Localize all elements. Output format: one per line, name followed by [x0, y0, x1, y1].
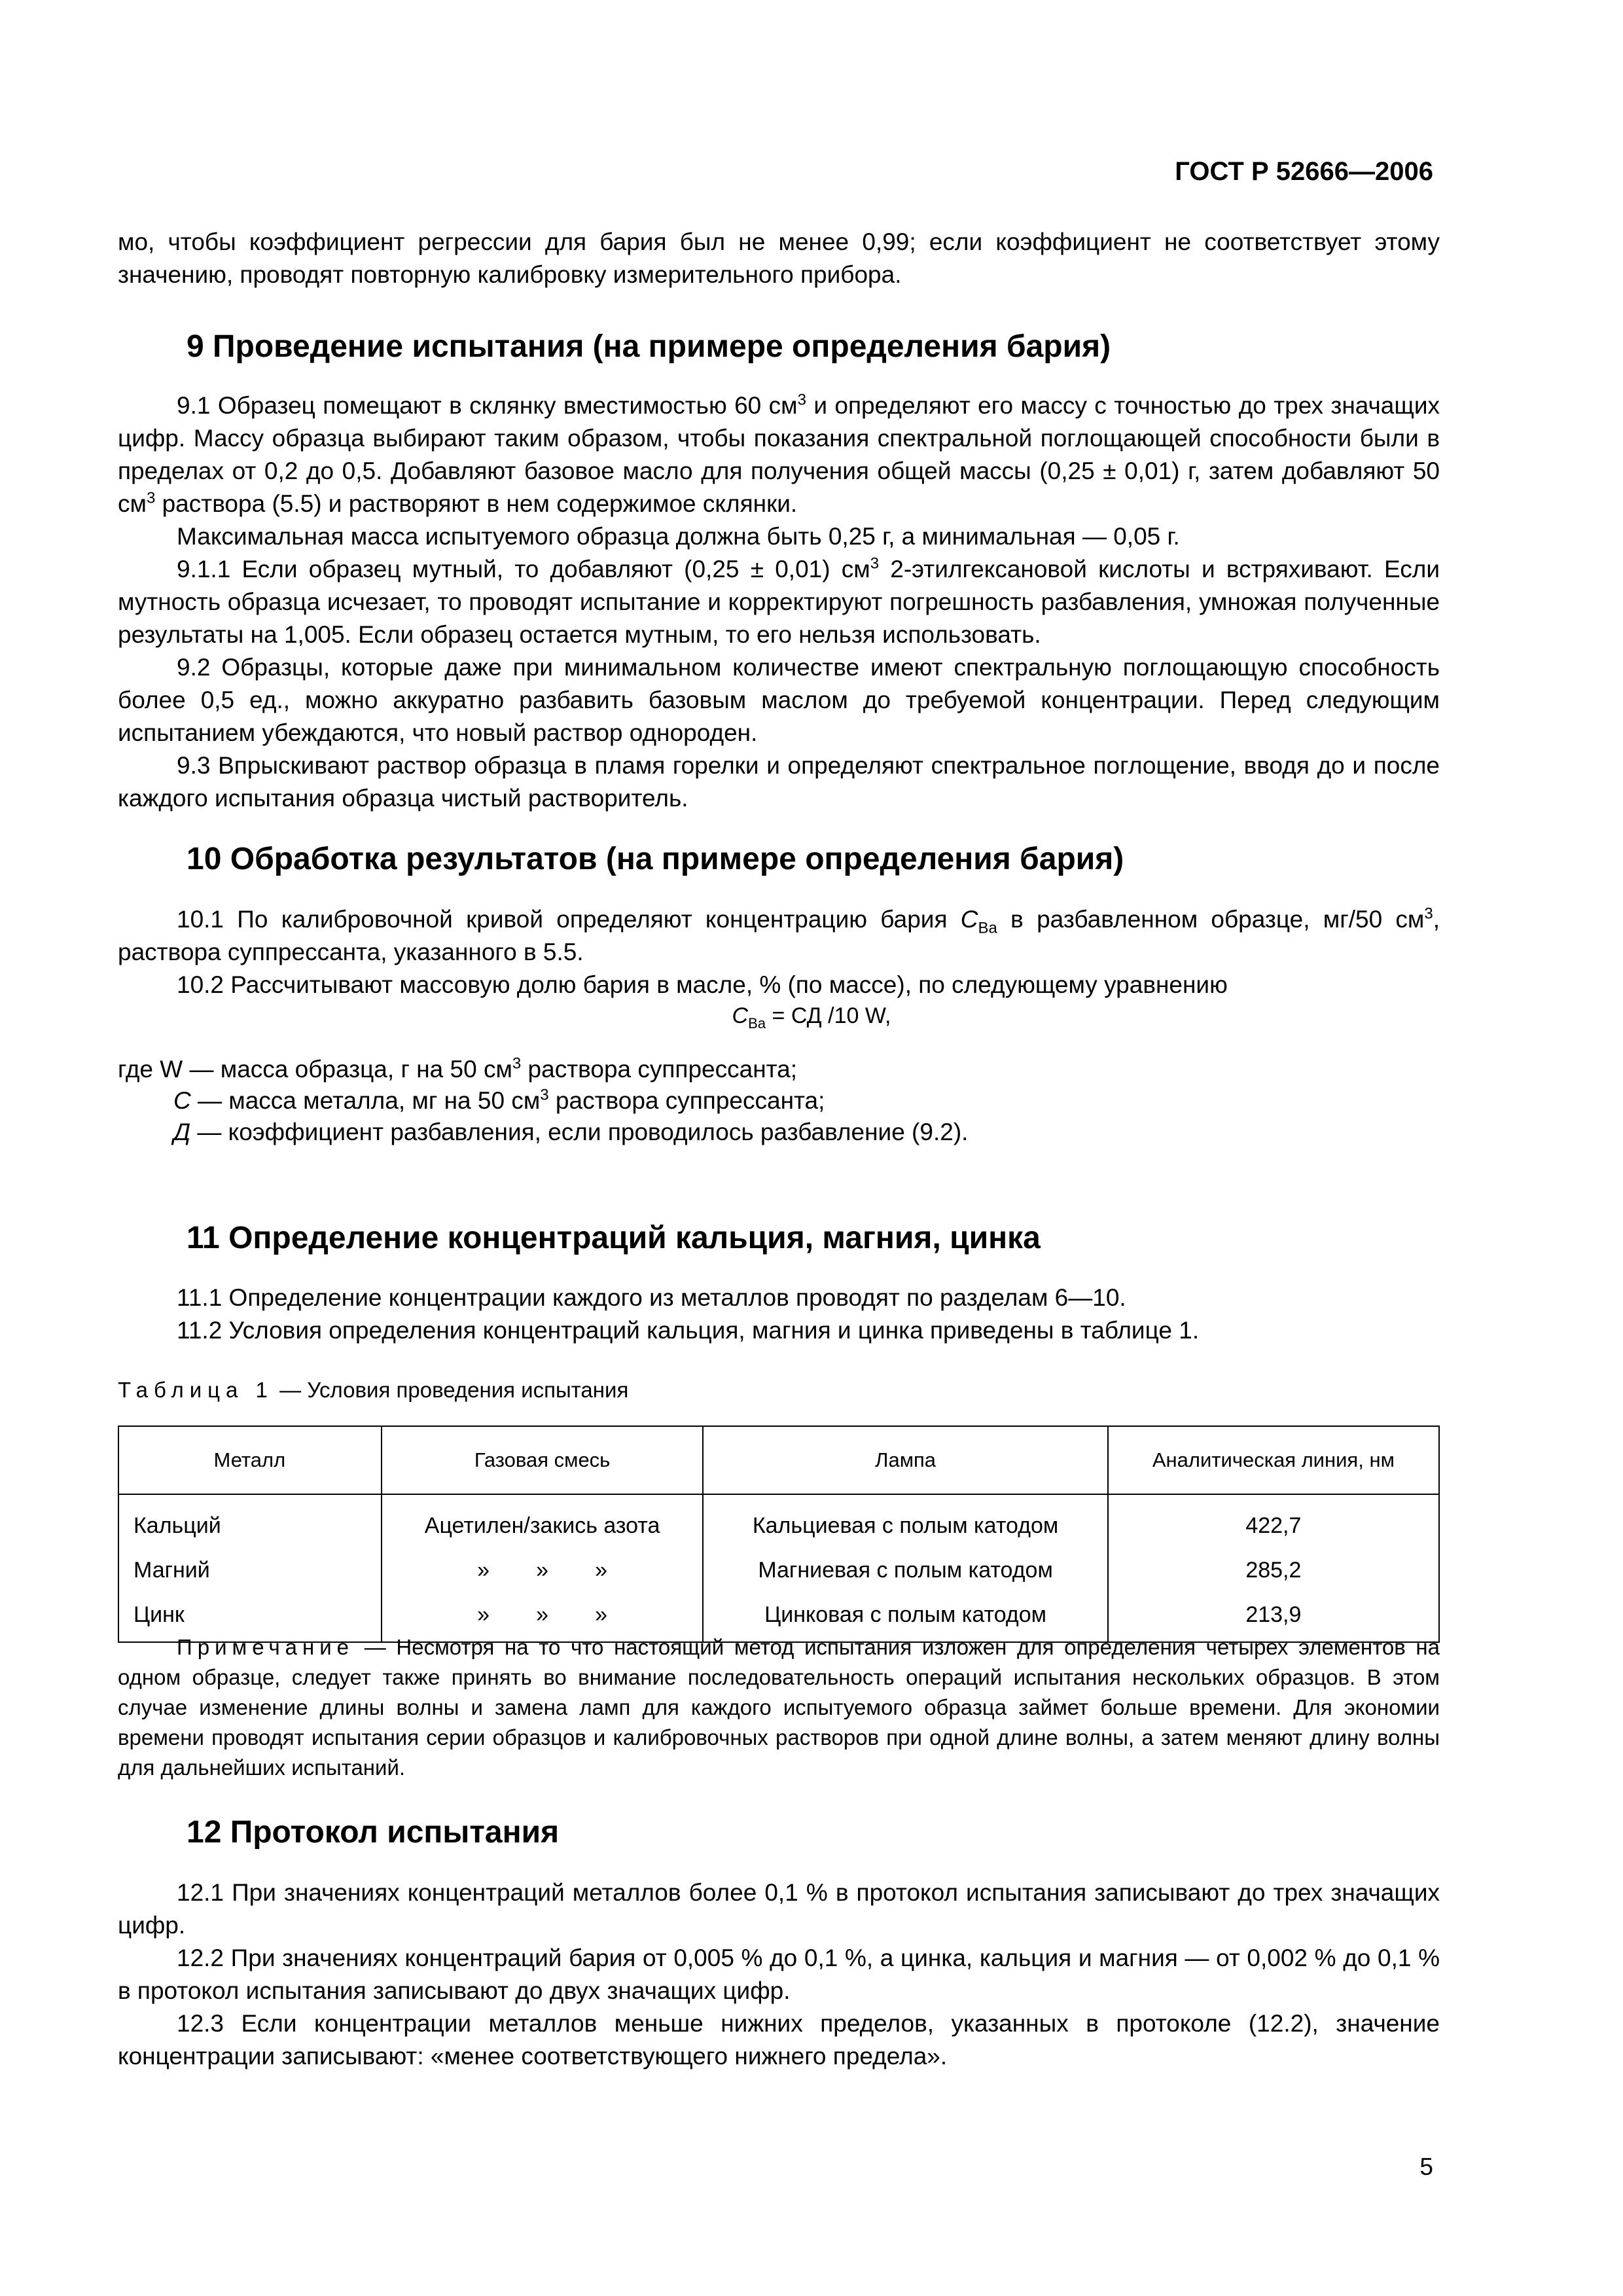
section-9-body	[118, 389, 1440, 815]
table-note: Примечание — Несмотря на то что настоящий метод испытания изложен для определения четырех элементов на одном образце, следует также принять во внимание последовательность операций испытания нескольких образцов. В этом случае изменение длины волны и замена ламп для каждого испытуемого образца займет больше времени. Для экономии времени проводят испытания серии образцов и калибровочных растворов при одной длине волны, а затем меняют длину волны для дальнейших испытаний.	[118, 1635, 1440, 1780]
table-header-row	[118, 1426, 1439, 1494]
cell-metal: Кальций	[118, 1494, 382, 1548]
cell-analytical-line: 285,2	[1108, 1548, 1439, 1592]
cell-analytical-line: 422,7	[1108, 1494, 1439, 1548]
formula-barium: $C_{Ba}$ = СД /10 W,	[732, 1003, 891, 1031]
para-9-3: 9.3 Впрыскивают раствор образца в пламя горелки и определяют спектральное поглощение, вводя до и после каждого испытания образца чистый растворитель.	[118, 752, 1440, 812]
para-9-2: 9.2 Образцы, которые даже при минимальном количестве имеют спектральную поглощающую способность более 0,5 ед., можно аккуратно разбавить базовым маслом до требуемой концентрации. Перед следующим испытанием убеждаются, что новый раствор однороден.	[118, 654, 1440, 746]
cell-lamp: Магниевая с полым катодом	[703, 1548, 1107, 1592]
cell-metal: Магний	[118, 1548, 382, 1592]
para-12-3: 12.3 Если концентрации металлов меньше нижних пределов, указанных в протоколе (12.2), значение концентрации записывают: «менее соответствующего нижнего предела».	[118, 2010, 1440, 2070]
header-analytical-line: Аналитическая линия, нм	[1108, 1426, 1439, 1494]
formula-variables	[118, 1054, 968, 1148]
section-12-body	[118, 1876, 1440, 2073]
cell-analytical-line: 213,9	[1108, 1592, 1439, 1642]
intro-text: мо, чтобы коэффициент регрессии для бария был не менее 0,99; если коэффициент не соответствует этому значению, проводят повторную калибровку измерительного прибора.	[118, 228, 1440, 288]
header-metal: Металл	[118, 1426, 382, 1494]
header-lamp: Лампа	[703, 1426, 1107, 1494]
table-row	[118, 1548, 1439, 1592]
conditions-table	[118, 1426, 1440, 1643]
para-10-1: 10.1 По калибровочной кривой определяют концентрацию бария $C_{Ba}$ в разбавленном образце, мг/50 $см^3$, раствора суппрессанта, указанного в 5.5.	[118, 905, 1440, 965]
para-12-1: 12.1 При значениях концентраций металлов более 0,1 % в протокол испытания записывают до трех значащих цифр.	[118, 1879, 1440, 1939]
variable-d: Д — коэффициент разбавления, если проводилось разбавление (9.2).	[173, 1119, 969, 1145]
cell-gas-mix-ditto: » » »	[382, 1548, 704, 1592]
variable-w: где W — масса образца, г на 50 $см^3$ раствора суппрессанта;	[118, 1054, 798, 1083]
section-11-body	[118, 1282, 1440, 1347]
para-9-1-mass: Максимальная масса испытуемого образца должна быть 0,25 г, а минимальная — 0,05 г.	[177, 523, 1180, 550]
cell-gas-mix-ditto: » » »	[382, 1592, 704, 1642]
cell-metal: Цинк	[118, 1592, 382, 1642]
header-gas-mix: Газовая смесь	[382, 1426, 704, 1494]
section-9-heading: 9 Проведение испытания (на примере определения бария)	[187, 329, 1111, 364]
table-row	[118, 1494, 1439, 1548]
section-11-heading: 11 Определение концентраций кальция, магния, цинка	[187, 1221, 1041, 1255]
cell-gas-mix: Ацетилен/закись азота	[382, 1494, 704, 1548]
para-9-1-1: 9.1.1 Если образец мутный, то добавляют (0,25 ± 0,01) $см^3$ 2-этилгексановой кислоты и встряхивают. Если мутность образца исчезает, то проводят испытание и корректируют погрешность разбавления, умножая полученные результаты на 1,005. Если образец остается мутным, то его нельзя использовать.	[118, 554, 1440, 648]
section-12-heading: 12 Протокол испытания	[187, 1815, 560, 1850]
para-9-1: 9.1 Образец помещают в склянку вместимостью 60 $см^3$ и определяют его массу с точностью до трех значащих цифр. Массу образца выбирают таким образом, чтобы показания спектральной поглощающей способности были в пределах от 0,2 до 0,5. Добавляют базовое масло для получения общей массы (0,25 ± 0,01) г, затем добавляют 50 $см^3$ раствора (5.5) и растворяют в нем содержимое склянки.	[118, 391, 1440, 517]
table-caption: Таблица 1 — Условия проведения испытания	[118, 1378, 629, 1402]
para-12-2: 12.2 При значениях концентраций бария от 0,005 % до 0,1 %, а цинка, кальция и магния — от 0,002 % до 0,1 % в протокол испытания записывают до двух значащих цифр.	[118, 1945, 1440, 2004]
para-10-2: 10.2 Рассчитывают массовую долю бария в масле, % (по массе), по следующему уравнению	[177, 971, 1228, 998]
para-11-1: 11.1 Определение концентрации каждого из металлов проводят по разделам 6—10.	[177, 1284, 1126, 1311]
cell-lamp: Цинковая с полым катодом	[703, 1592, 1107, 1642]
section-10-heading: 10 Обработка результатов (на примере определения бария)	[187, 842, 1124, 876]
page-number: 5	[1419, 2153, 1433, 2180]
cell-lamp: Кальциевая с полым катодом	[703, 1494, 1107, 1548]
variable-c: С — масса металла, мг на 50 $см^3$ раствора суппрессанта;	[173, 1086, 825, 1114]
para-11-2: 11.2 Условия определения концентраций кальция, магния и цинка приведены в таблице 1.	[177, 1317, 1200, 1344]
section-10-body	[118, 903, 1440, 1001]
standard-code: ГОСТ Р 52666—2006	[1175, 157, 1433, 186]
intro-paragraph	[118, 226, 1440, 291]
